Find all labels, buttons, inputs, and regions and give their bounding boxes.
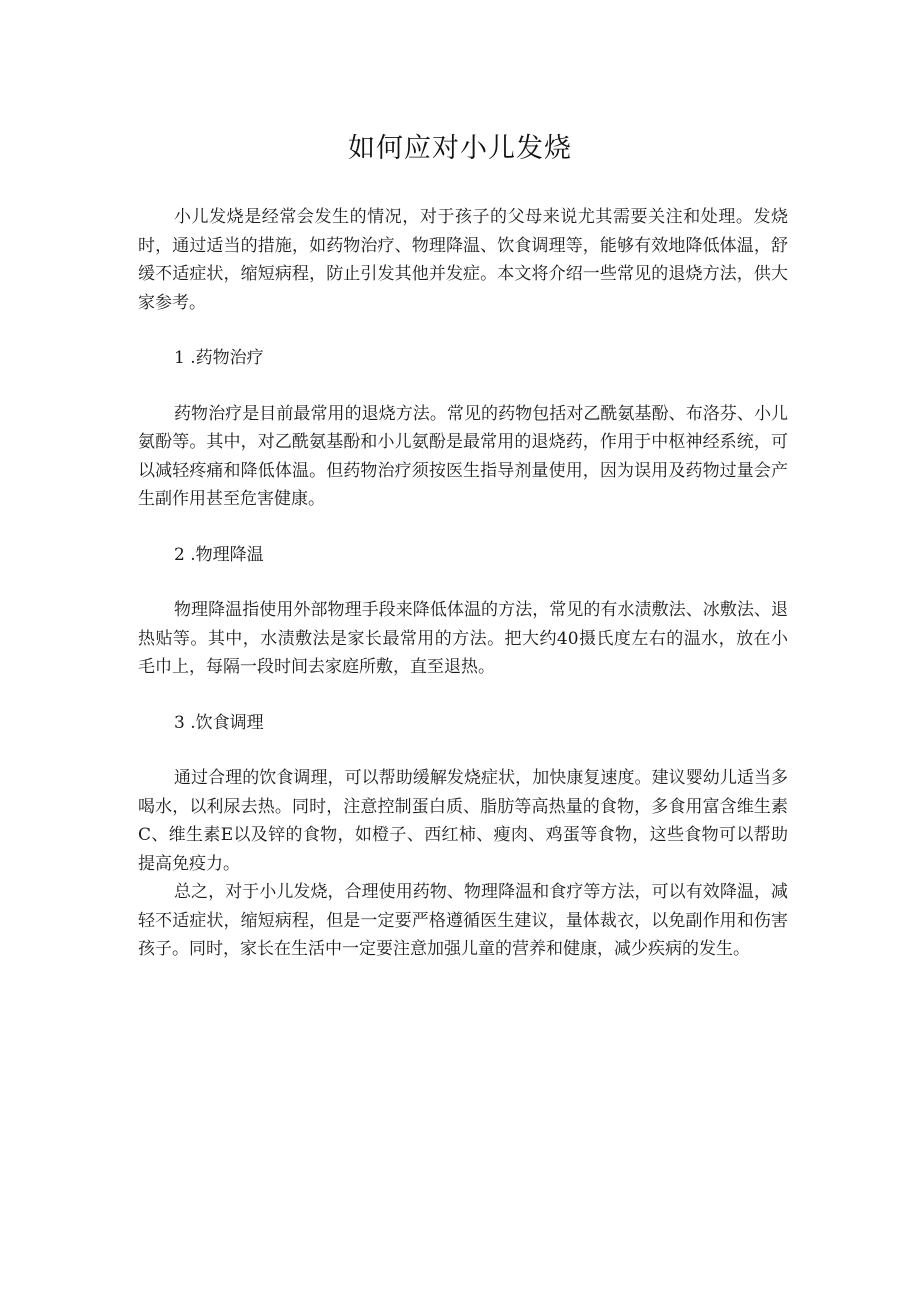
section-body-physical-cooling: 物理降温指使用外部物理手段来降低体温的方法，常见的有水渍敷法、冰敷法、退热贴等。其中，水渍敷法是家长最常用的方法。把大约40摄氏度左右的温水，放在小毛巾上，每隔一段时间去家庭所敷，直至退热。 xyxy=(138,600,788,677)
section-heading-diet: 3 .饮食调理 xyxy=(174,712,264,733)
section-body-diet: 通过合理的饮食调理，可以帮助缓解发烧症状，加快康复速度。建议婴幼儿适当多喝水，以利尿去热。同时，注意控制蛋白质、脂肪等高热量的食物，多食用富含维生素C、维生素E以及锌的食物，如橙子、西红柿、瘦肉、鸡蛋等食物，这些食物可以帮助提高免疫力。 xyxy=(138,768,788,874)
document-body xyxy=(138,203,788,964)
page-title: 如何应对小儿发烧 xyxy=(348,133,572,164)
section-heading-physical-cooling: 2 .物理降温 xyxy=(174,544,264,565)
conclusion-paragraph: 总之，对于小儿发烧，合理使用药物、物理降温和食疗等方法，可以有效降温，减轻不适症状，缩短病程，但是一定要严格遵循医生建议，量体裁衣，以免副作用和伤害孩子。同时，家长在生活中一定要注意加强儿童的营养和健康，减少疾病的发生。 xyxy=(138,882,788,959)
section-body-medication: 药物治疗是目前最常用的退烧方法。常见的药物包括对乙酰氨基酚、布洛芬、小儿氨酚等。其中，对乙酰氨基酚和小儿氨酚是最常用的退烧药，作用于中枢神经系统，可以减轻疼痛和降低体温。但药物治疗须按医生指导剂量使用，因为误用及药物过量会产生副作用甚至危害健康。 xyxy=(138,403,788,509)
intro-paragraph: 小儿发烧是经常会发生的情况，对于孩子的父母来说尤其需要关注和处理。发烧时，通过适当的措施，如药物治疗、物理降温、饮食调理等，能够有效地降低体温，舒缓不适症状，缩短病程，防止引发其他并发症。本文将介绍一些常见的退烧方法，供大家参考。 xyxy=(138,207,788,313)
section-heading-medication: 1 .药物治疗 xyxy=(174,348,264,368)
